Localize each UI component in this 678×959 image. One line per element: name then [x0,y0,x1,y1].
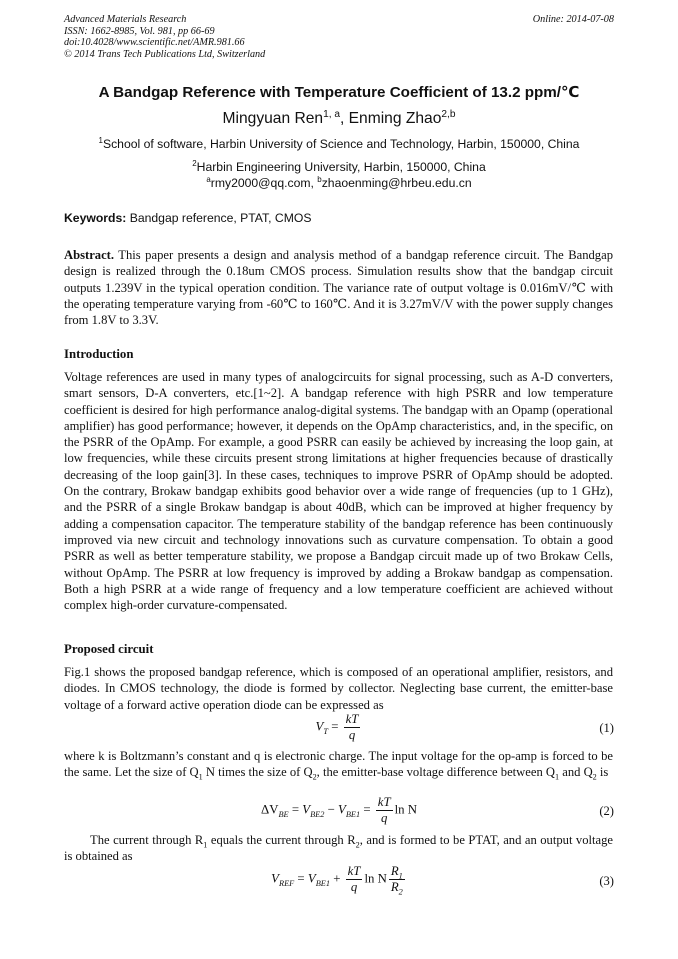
abstract [64,247,613,328]
email-a-sup: a [206,174,211,184]
author-2-sup: 2,b [441,108,456,120]
proposed-paragraph-1: Fig.1 shows the proposed bandgap reference, which is composed of an operational amplifier, resistors, and diodes. In CMOS technology, the diode is formed by collector. Neglecting base current, the emitter-base voltage of a forward active operation diode can be expressed as [64,665,613,712]
proposed-paragraph-2: where k is Boltzmann’s constant and q is electronic charge. The input voltage for the op-amp is forced to be the same. Let the size of $Q_1$ N times the size of $Q_2$, the emitter-base voltage difference between $Q_1$ and $Q_2$ is [64,749,613,782]
introduction-body: Voltage references are used in many types of analogcircuits for signal processing, such as A-D converters, smart sensors, D-A converters, etc.[1~2]. A bandgap reference with high PSRR and low temperature coefficient is desired for high performance analog-digital systems. The bandgap with an Opamp (operational amplifier) has good performance; however, it depends on the OpAmp characteristics, and, in the specific, on the PSRR of the OpAmp. For example, a good PSRR can easily be achieved by increasing the loop gain, at low frequencies, while these circuits present strong limitations at higher frequencies because of drastically decreasing of the loop gain[3]. In these cases, techniques to improve PSRR of OpAmp should be adopted. On the contrary, Brokaw bandgap exhibits good behavior over a wide range of frequencies (up to 1 GHz), and the PSRR of a single Brokaw bandgap is about 40dB, which can be improved at higher frequency by adding a compensation capacitor. The temperature stability of the bandgap reference has been continuously improved via new circuit and technology innovations such as curvature compensation. To obtain a good PSRR as well as better temperature stability, we propose a Bandgap circuit made up of two Brokaw Cells, without OpAmp. The PSRR at low frequency is improved by adding a Brokaw bandgap as compensation. Both a high PSRR at a wide range of frequency and a low temperature coefficient are achieved without complex high-order curvature-compensated. [64,370,613,613]
paper-title: A Bandgap Reference with Temperature Coefficient of 13.2 ppm/℃ [98,84,580,101]
section-heading-proposed-circuit: Proposed circuit [64,642,154,656]
eq3-fraction-kt: $\frac{kT}{q}$ [347,864,361,894]
equation-2-number: (2) [599,804,614,818]
keywords [64,211,311,225]
keywords-label: Keywords: [64,211,127,225]
author-line [0,110,678,128]
equation-2: $\Delta V_{BE} = V_{BE2} - V_{BE1}$ = $\frac{kT}{q}$ ln N [260,795,417,825]
online-date: Online: 2014-07-08 [532,14,614,25]
proposed-paragraph-3: The current through $R_1$ equals the current through $R_2$, and is formed to be PTAT, and an output voltage is obtained as [64,833,613,864]
keywords-text: Bandgap reference, PTAT, CMOS [126,211,312,225]
eq1-fraction: $\frac{kT}{q}$ [345,712,359,742]
equation-3-number: (3) [599,874,614,888]
issn-line: ISSN: 1662-8985, Vol. 981, pp 66-69 [64,25,215,37]
email-a: rmy2000@qq.com, [210,176,318,190]
author-2: Enming Zhao [348,110,442,127]
email-b: zhaoenming@hrbeu.edu.cn [321,176,472,190]
aff1-text: School of software, Harbin University of Science and Technology, Harbin, 150000, China [102,137,580,151]
copyright-line: © 2014 Trans Tech Publications Ltd, Switzerland [64,48,266,60]
eq2-fraction: $\frac{kT}{q}$ [377,795,391,825]
eq3-fraction-r: $\frac{R_1}{R_2}$ [390,864,403,897]
author-sep: , [339,110,349,127]
abstract-text: This paper presents a design and analysis method of a bandgap reference circuit. The Bandgap design is realized through the 0.18um CMOS process. Simulation results show that the bandgap circuit outputs 1.239V in the typical operation condition. The variance rate of output voltage is 0.016mV/℃ with the operating temperature varying from -60℃ to 160℃. And it is 3.27mV/V with the power supply changes from 1.8V to 3.3V. [64,248,613,328]
aff2-text: Harbin Engineering University, Harbin, 150000, China [196,160,486,174]
author-1-sup: 1, a [323,108,340,120]
author-1: Mingyuan Ren [222,110,324,127]
email-b-sup: b [317,174,322,184]
equation-3: $V_{REF} = V_{BE1}$ + $\frac{kT}{q}$ ln N $\frac{R_1}{R_2}$ [271,864,403,897]
doi-line: doi:10.4028/www.scientific.net/AMR.981.66 [64,37,245,49]
affiliation-1 [0,137,678,151]
equation-1-number: (1) [599,721,614,735]
journal-header [64,14,265,60]
equation-1: $V_T$ = $\frac{kT}{q}$ [315,712,359,742]
email-line [0,176,678,190]
abstract-label: Abstract. [64,248,115,262]
aff2-sup: 2 [192,158,197,168]
aff1-sup: 1 [98,135,103,145]
journal-name: Advanced Materials Research [64,14,187,25]
section-heading-introduction: Introduction [64,347,134,361]
affiliation-2 [0,160,678,174]
